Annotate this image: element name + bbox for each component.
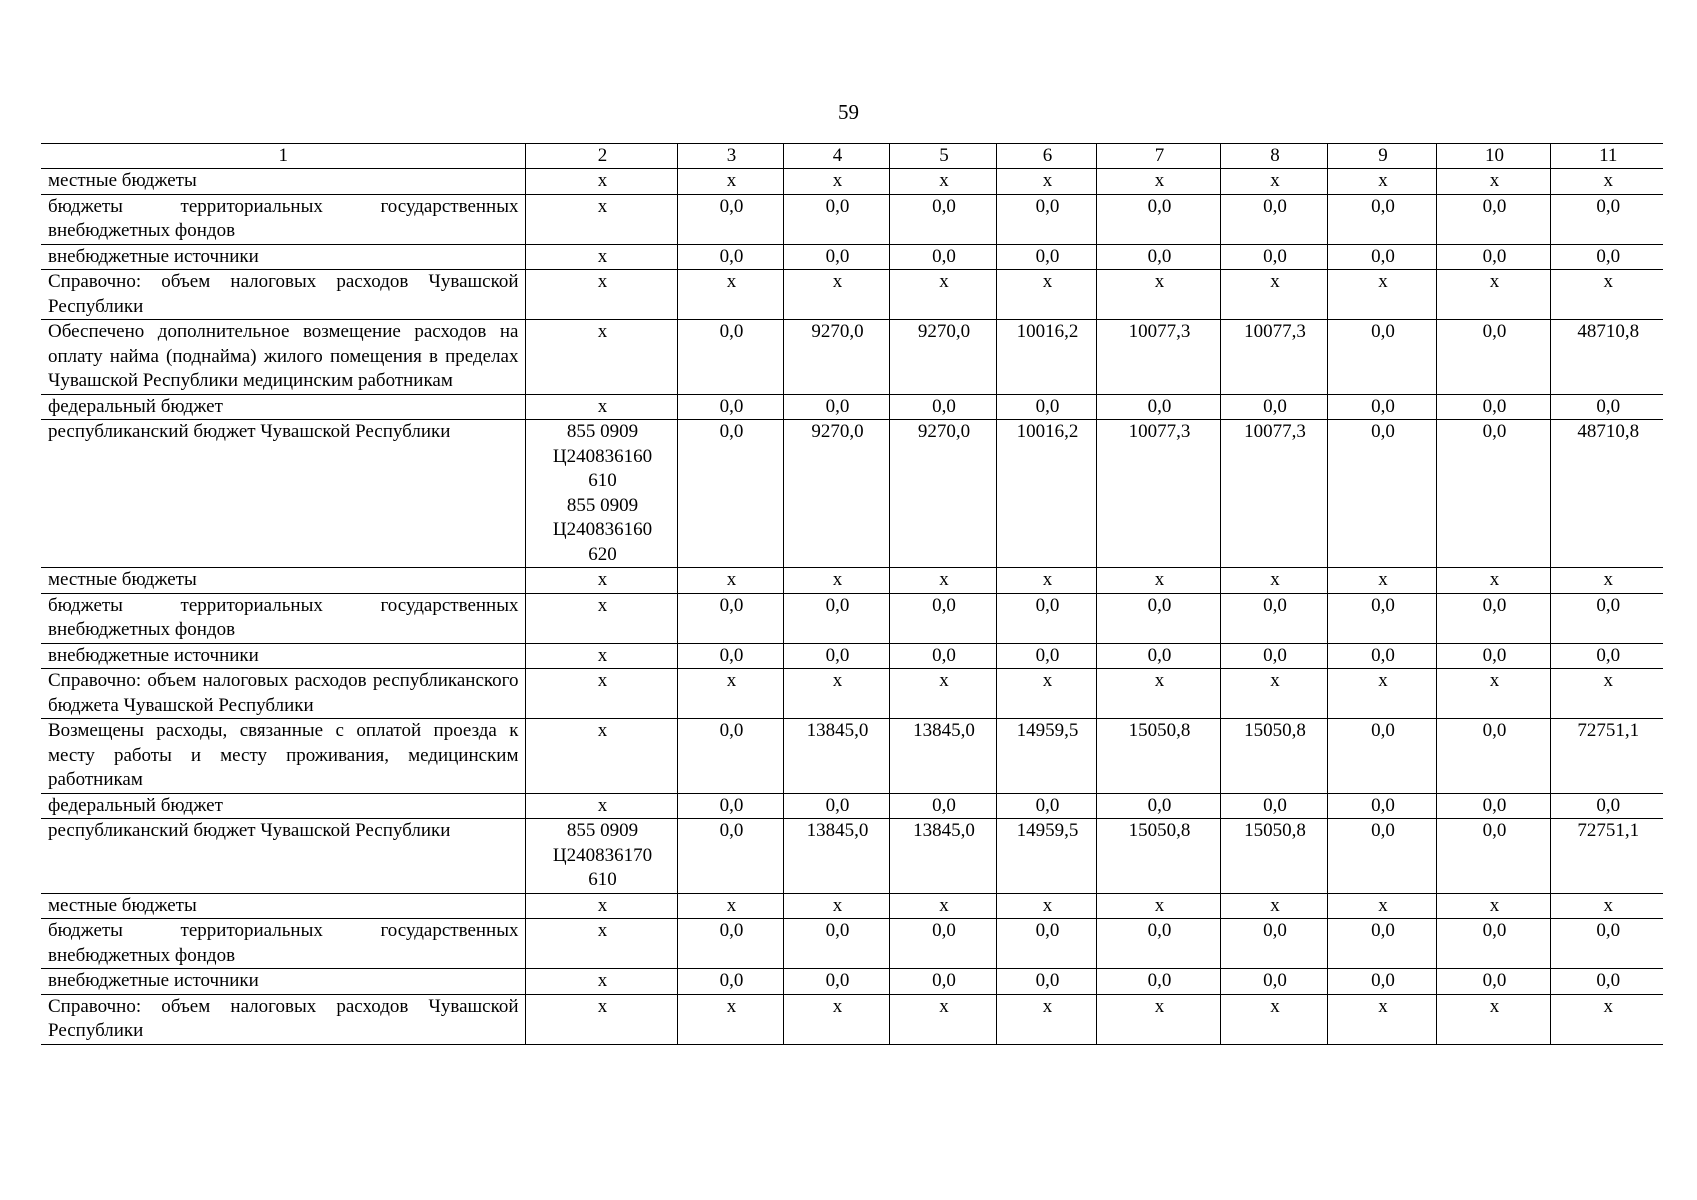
value-cell: х <box>1327 893 1436 919</box>
value-cell: 0,0 <box>1327 394 1436 420</box>
budget-code-line: 620 <box>588 543 617 565</box>
value-cell: 0,0 <box>1550 643 1663 669</box>
value-cell: 9270,0 <box>889 420 996 568</box>
budget-code-line: х <box>597 569 608 590</box>
table-row <box>41 919 1663 969</box>
budget-code-cell <box>525 643 677 669</box>
value-cell: 0,0 <box>996 244 1096 270</box>
value-cell: 9270,0 <box>783 320 889 395</box>
column-header: 3 <box>677 144 783 169</box>
value-cell: х <box>889 994 996 1044</box>
value-cell: 0,0 <box>996 969 1096 995</box>
value-cell: х <box>677 568 783 594</box>
value-cell: 0,0 <box>677 394 783 420</box>
value-cell: 10077,3 <box>1220 420 1327 568</box>
value-cell: 0,0 <box>1327 194 1436 244</box>
value-cell: 0,0 <box>677 719 783 794</box>
value-cell: 0,0 <box>1436 593 1550 643</box>
column-header: 10 <box>1436 144 1550 169</box>
column-header: 4 <box>783 144 889 169</box>
value-cell: 0,0 <box>996 593 1096 643</box>
value-cell: 0,0 <box>1550 244 1663 270</box>
value-cell: 0,0 <box>677 919 783 969</box>
value-cell: 0,0 <box>1096 793 1220 819</box>
value-cell: 0,0 <box>783 244 889 270</box>
value-cell: 0,0 <box>889 593 996 643</box>
budget-code-line: 855 0909 <box>566 421 639 442</box>
column-header: 2 <box>525 144 677 169</box>
row-label: Справочно: объем налоговых расходов Чувашской Республики <box>41 994 525 1044</box>
value-cell: 0,0 <box>677 643 783 669</box>
value-cell: 0,0 <box>783 969 889 995</box>
budget-code-cell <box>525 919 677 969</box>
table-row <box>41 669 1663 719</box>
value-cell: х <box>677 994 783 1044</box>
value-cell: х <box>783 669 889 719</box>
value-cell: 0,0 <box>1327 969 1436 995</box>
budget-code-line: 855 0909 <box>566 494 639 516</box>
table-row <box>41 194 1663 244</box>
value-cell: 0,0 <box>1220 969 1327 995</box>
value-cell: 0,0 <box>1327 819 1436 894</box>
value-cell: 9270,0 <box>783 420 889 568</box>
value-cell: х <box>996 169 1096 195</box>
value-cell: х <box>677 893 783 919</box>
value-cell: 0,0 <box>1327 643 1436 669</box>
budget-code-cell <box>525 969 677 995</box>
row-label: местные бюджеты <box>41 169 525 195</box>
budget-code-line: 855 0909 <box>566 820 639 841</box>
budget-code-line: х <box>597 170 608 191</box>
value-cell: х <box>996 669 1096 719</box>
value-cell: 48710,8 <box>1550 320 1663 395</box>
budget-code-line: х <box>597 920 608 941</box>
value-cell: 0,0 <box>1436 719 1550 794</box>
value-cell: 0,0 <box>1327 320 1436 395</box>
value-cell: х <box>1327 270 1436 320</box>
value-cell: 0,0 <box>1220 919 1327 969</box>
row-label: федеральный бюджет <box>41 394 525 420</box>
value-cell: х <box>783 568 889 594</box>
page-number: 59 <box>838 100 859 124</box>
table-row <box>41 643 1663 669</box>
budget-code-line: 610 <box>588 869 617 890</box>
value-cell: 0,0 <box>1436 969 1550 995</box>
budget-code-cell <box>525 169 677 195</box>
value-cell: 0,0 <box>1436 394 1550 420</box>
value-cell: 0,0 <box>889 969 996 995</box>
value-cell: 0,0 <box>1096 969 1220 995</box>
table-row <box>41 969 1663 995</box>
value-cell: х <box>1327 669 1436 719</box>
value-cell: х <box>677 669 783 719</box>
value-cell: 0,0 <box>1436 420 1550 568</box>
value-cell: 14959,5 <box>996 819 1096 894</box>
value-cell: 0,0 <box>677 194 783 244</box>
value-cell: 0,0 <box>1436 643 1550 669</box>
value-cell: 0,0 <box>1220 194 1327 244</box>
value-cell: 0,0 <box>1220 793 1327 819</box>
budget-code-cell <box>525 320 677 395</box>
value-cell: 0,0 <box>1327 420 1436 568</box>
value-cell: 0,0 <box>889 394 996 420</box>
value-cell: х <box>1327 169 1436 195</box>
value-cell: 0,0 <box>1436 194 1550 244</box>
value-cell: х <box>677 169 783 195</box>
value-cell: х <box>1096 893 1220 919</box>
value-cell: 0,0 <box>677 593 783 643</box>
value-cell: 10016,2 <box>996 320 1096 395</box>
value-cell: х <box>1436 893 1550 919</box>
value-cell: х <box>1550 994 1663 1044</box>
table-row <box>41 593 1663 643</box>
budget-code-cell <box>525 593 677 643</box>
value-cell: 0,0 <box>1550 194 1663 244</box>
value-cell: 0,0 <box>1436 819 1550 894</box>
budget-code-cell <box>525 568 677 594</box>
value-cell: 0,0 <box>677 969 783 995</box>
value-cell: 0,0 <box>1327 793 1436 819</box>
value-cell: 0,0 <box>677 793 783 819</box>
value-cell: 48710,8 <box>1550 420 1663 568</box>
value-cell: х <box>1220 568 1327 594</box>
value-cell: 0,0 <box>677 420 783 568</box>
value-cell: 0,0 <box>1096 593 1220 643</box>
value-cell: х <box>1220 994 1327 1044</box>
value-cell: 0,0 <box>889 194 996 244</box>
value-cell: х <box>1550 893 1663 919</box>
value-cell: 0,0 <box>1096 194 1220 244</box>
value-cell: 0,0 <box>1550 919 1663 969</box>
value-cell: 0,0 <box>1550 394 1663 420</box>
value-cell: х <box>677 270 783 320</box>
value-cell: х <box>1096 994 1220 1044</box>
value-cell: 0,0 <box>783 919 889 969</box>
value-cell: х <box>1436 669 1550 719</box>
value-cell: х <box>1220 270 1327 320</box>
value-cell: 10077,3 <box>1220 320 1327 395</box>
budget-code-cell <box>525 244 677 270</box>
value-cell: х <box>1436 270 1550 320</box>
table-row <box>41 793 1663 819</box>
value-cell: 0,0 <box>1327 919 1436 969</box>
value-cell: 0,0 <box>783 394 889 420</box>
budget-code-cell <box>525 669 677 719</box>
row-label: внебюджетные источники <box>41 969 525 995</box>
budget-code-cell <box>525 194 677 244</box>
value-cell: 0,0 <box>1436 320 1550 395</box>
column-header: 5 <box>889 144 996 169</box>
row-label: местные бюджеты <box>41 893 525 919</box>
value-cell: 9270,0 <box>889 320 996 395</box>
value-cell: х <box>1436 169 1550 195</box>
value-cell: 13845,0 <box>889 819 996 894</box>
value-cell: х <box>783 994 889 1044</box>
value-cell: 15050,8 <box>1096 719 1220 794</box>
row-label: республиканский бюджет Чувашской Республики <box>41 819 525 894</box>
value-cell: 0,0 <box>783 194 889 244</box>
column-header: 7 <box>1096 144 1220 169</box>
budget-code-line: х <box>597 395 608 417</box>
budget-code-line: х <box>597 245 608 267</box>
row-label: Возмещены расходы, связанные с оплатой проезда к месту работы и месту проживания, медицинским работникам <box>41 719 525 794</box>
value-cell: 0,0 <box>1550 593 1663 643</box>
column-header: 11 <box>1550 144 1663 169</box>
budget-code-line: х <box>597 995 608 1017</box>
row-label: республиканский бюджет Чувашской Республики <box>41 420 525 568</box>
budget-code-line: х <box>597 271 608 292</box>
value-cell: х <box>1220 169 1327 195</box>
budget-code-line: Ц240836170 <box>552 844 653 866</box>
budget-code-line: х <box>597 594 608 616</box>
value-cell: х <box>996 568 1096 594</box>
table-row <box>41 169 1663 195</box>
value-cell: х <box>996 994 1096 1044</box>
table-row <box>41 568 1663 594</box>
value-cell: 0,0 <box>996 394 1096 420</box>
column-header: 6 <box>996 144 1096 169</box>
value-cell: х <box>1550 169 1663 195</box>
table-row <box>41 270 1663 320</box>
value-cell: х <box>1220 893 1327 919</box>
budget-code-cell <box>525 719 677 794</box>
value-cell: 15050,8 <box>1096 819 1220 894</box>
value-cell: х <box>1550 270 1663 320</box>
value-cell: х <box>1096 669 1220 719</box>
table-row <box>41 719 1663 794</box>
value-cell: х <box>1550 669 1663 719</box>
value-cell: х <box>783 893 889 919</box>
budget-code-line: 610 <box>588 470 617 491</box>
budget-code-line: х <box>597 894 608 916</box>
budget-code-cell <box>525 893 677 919</box>
value-cell: 15050,8 <box>1220 819 1327 894</box>
value-cell: 0,0 <box>1220 244 1327 270</box>
budget-code-cell <box>525 793 677 819</box>
value-cell: х <box>889 270 996 320</box>
value-cell: 14959,5 <box>996 719 1096 794</box>
value-cell: 0,0 <box>1436 793 1550 819</box>
row-label: Справочно: объем налоговых расходов Чувашской Республики <box>41 270 525 320</box>
value-cell: 0,0 <box>1096 919 1220 969</box>
row-label: Обеспечено дополнительное возмещение расходов на оплату найма (поднайма) жилого помещения в пределах Чувашской Республики медицинским работникам <box>41 320 525 395</box>
value-cell: 0,0 <box>1436 919 1550 969</box>
budget-code-line: х <box>597 195 608 217</box>
budget-code-line: х <box>597 644 608 666</box>
table-row <box>41 819 1663 894</box>
value-cell: х <box>1436 568 1550 594</box>
row-label: внебюджетные источники <box>41 244 525 270</box>
table-row <box>41 394 1663 420</box>
value-cell: 10077,3 <box>1096 320 1220 395</box>
budget-code-line: х <box>597 670 608 691</box>
value-cell: 0,0 <box>1220 394 1327 420</box>
value-cell: х <box>1096 270 1220 320</box>
budget-code-line: Ц240836160 <box>552 519 653 540</box>
value-cell: 0,0 <box>1220 593 1327 643</box>
table-body <box>41 169 1663 1045</box>
value-cell: 0,0 <box>1096 244 1220 270</box>
value-cell: 13845,0 <box>889 719 996 794</box>
table-row <box>41 893 1663 919</box>
budget-table <box>41 143 1663 1045</box>
value-cell: 0,0 <box>996 919 1096 969</box>
budget-code-cell <box>525 819 677 894</box>
value-cell: 0,0 <box>677 244 783 270</box>
value-cell: 72751,1 <box>1550 719 1663 794</box>
value-cell: 0,0 <box>783 643 889 669</box>
value-cell: х <box>1096 169 1220 195</box>
value-cell: 0,0 <box>1550 969 1663 995</box>
value-cell: 0,0 <box>1436 244 1550 270</box>
table-row <box>41 320 1663 395</box>
row-label: бюджеты территориальных государственных внебюджетных фондов <box>41 194 525 244</box>
value-cell: 0,0 <box>1327 719 1436 794</box>
value-cell: 0,0 <box>1327 244 1436 270</box>
value-cell: 0,0 <box>1096 643 1220 669</box>
value-cell: х <box>996 270 1096 320</box>
value-cell: х <box>889 169 996 195</box>
budget-code-line: х <box>597 321 608 342</box>
value-cell: х <box>889 893 996 919</box>
value-cell: х <box>1096 568 1220 594</box>
value-cell: х <box>783 270 889 320</box>
value-cell: 0,0 <box>889 793 996 819</box>
value-cell: 0,0 <box>783 593 889 643</box>
value-cell: 0,0 <box>1550 793 1663 819</box>
value-cell: 0,0 <box>996 793 1096 819</box>
value-cell: 0,0 <box>677 819 783 894</box>
row-label: федеральный бюджет <box>41 793 525 819</box>
value-cell: 13845,0 <box>783 719 889 794</box>
value-cell: х <box>783 169 889 195</box>
value-cell: 0,0 <box>889 244 996 270</box>
value-cell: 0,0 <box>1327 593 1436 643</box>
budget-code-cell <box>525 394 677 420</box>
value-cell: 0,0 <box>889 643 996 669</box>
value-cell: 10077,3 <box>1096 420 1220 568</box>
value-cell: 0,0 <box>889 919 996 969</box>
row-label: местные бюджеты <box>41 568 525 594</box>
column-header: 1 <box>41 144 525 169</box>
budget-code-cell <box>525 270 677 320</box>
value-cell: 15050,8 <box>1220 719 1327 794</box>
column-header: 8 <box>1220 144 1327 169</box>
value-cell: х <box>1550 568 1663 594</box>
value-cell: 0,0 <box>677 320 783 395</box>
value-cell: х <box>1436 994 1550 1044</box>
budget-code-cell <box>525 994 677 1044</box>
value-cell: 0,0 <box>996 643 1096 669</box>
row-label: внебюджетные источники <box>41 643 525 669</box>
value-cell: х <box>1220 669 1327 719</box>
value-cell: х <box>889 669 996 719</box>
budget-code-line: х <box>597 970 608 991</box>
budget-code-cell <box>525 420 677 568</box>
table-row <box>41 244 1663 270</box>
value-cell: х <box>996 893 1096 919</box>
value-cell: 72751,1 <box>1550 819 1663 894</box>
value-cell: 0,0 <box>1096 394 1220 420</box>
table-row <box>41 420 1663 568</box>
row-label: Справочно: объем налоговых расходов республиканского бюджета Чувашской Республики <box>41 669 525 719</box>
budget-code-line: Ц240836160 <box>552 445 653 467</box>
row-label: бюджеты территориальных государственных внебюджетных фондов <box>41 919 525 969</box>
value-cell: 10016,2 <box>996 420 1096 568</box>
value-cell: 0,0 <box>1220 643 1327 669</box>
table-header-row <box>41 144 1663 169</box>
value-cell: 13845,0 <box>783 819 889 894</box>
value-cell: х <box>1327 994 1436 1044</box>
budget-code-line: х <box>597 794 608 816</box>
value-cell: 0,0 <box>783 793 889 819</box>
row-label: бюджеты территориальных государственных внебюджетных фондов <box>41 593 525 643</box>
table-row <box>41 994 1663 1044</box>
value-cell: х <box>1327 568 1436 594</box>
value-cell: 0,0 <box>996 194 1096 244</box>
budget-code-line: х <box>597 720 608 741</box>
value-cell: х <box>889 568 996 594</box>
column-header: 9 <box>1327 144 1436 169</box>
